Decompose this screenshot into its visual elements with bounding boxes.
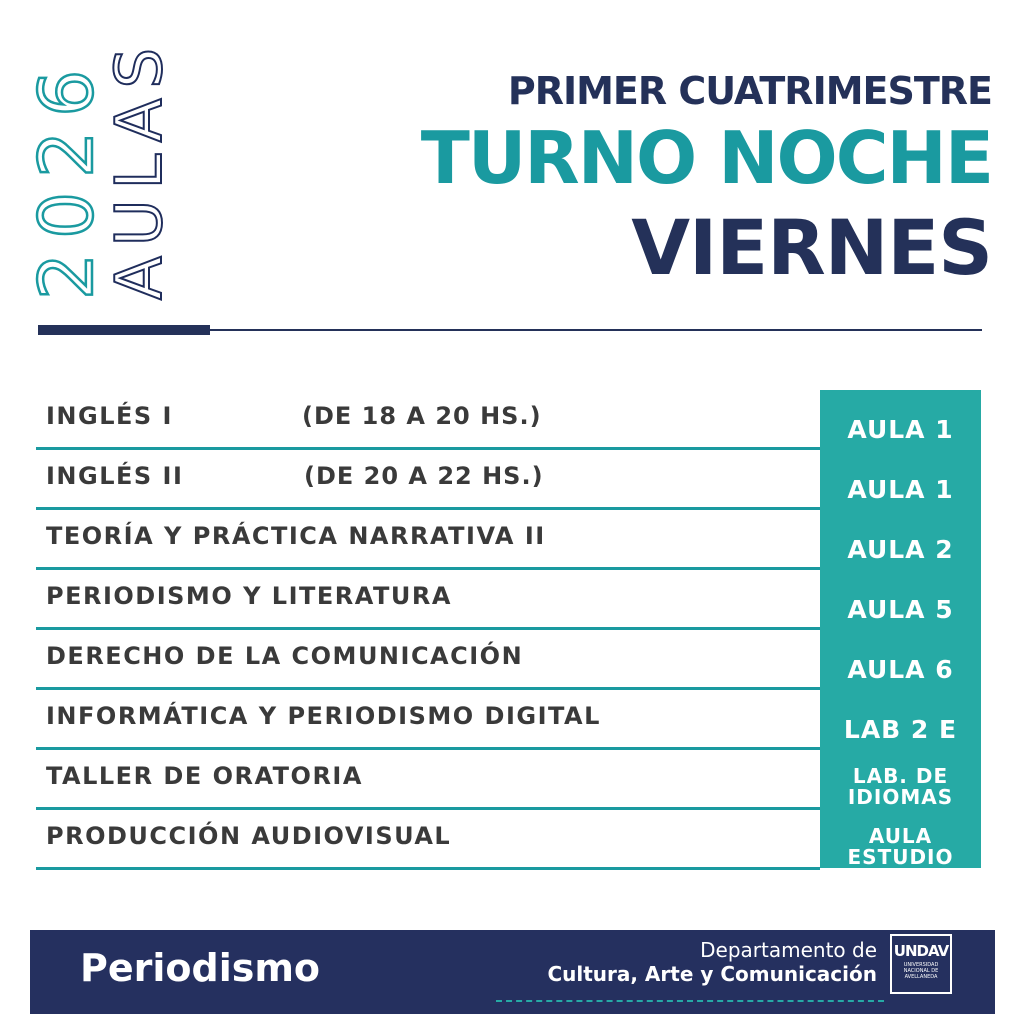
subject-label: PERIODISMO Y LITERATURA [46, 582, 452, 610]
room-cell [820, 570, 981, 630]
room-label-two-line [820, 766, 981, 808]
room-label: AULA 1 [847, 475, 954, 504]
room-cell [820, 510, 981, 570]
department-line2: Cultura, Arte y Comunicación [547, 962, 877, 986]
time-label: (DE 18 A 20 HS.) [302, 402, 542, 430]
logo-subtext: UNIVERSIDAD NACIONAL DE AVELLANEDA [903, 962, 939, 980]
career-name: Periodismo [80, 946, 321, 990]
room-cell [820, 810, 981, 870]
room-label-two-line [820, 826, 981, 868]
room-cell [820, 630, 981, 690]
header-cuatrimestre: PRIMER CUATRIMESTRE [507, 69, 992, 113]
room-label-line2: ESTUDIO [847, 845, 954, 869]
university-logo [890, 934, 952, 994]
table-row [36, 750, 820, 810]
year-vertical: 2026 [24, 55, 110, 300]
room-label: LAB 2 E [843, 715, 958, 744]
room-label: AULA 1 [847, 415, 954, 444]
subject-label: INFORMÁTICA Y PERIODISMO DIGITAL [46, 702, 601, 730]
divider-accent [38, 325, 210, 335]
room-label-line1: LAB. DE [852, 764, 949, 788]
subject-label: INGLÉS I [46, 402, 173, 430]
logo-text: UNDAV [893, 942, 949, 960]
room-cell [820, 750, 981, 810]
room-label-line1: AULA [868, 824, 933, 848]
department-line1: Departamento de [700, 938, 877, 962]
subject-label: PRODUCCIÓN AUDIOVISUAL [46, 822, 452, 850]
department-name [547, 938, 877, 986]
table-row [36, 510, 820, 570]
subject-label: TEORÍA Y PRÁCTICA NARRATIVA II [46, 522, 546, 550]
subject-label: TALLER DE ORATORIA [46, 762, 363, 790]
subject-label: INGLÉS II [46, 462, 184, 490]
table-row [36, 690, 820, 750]
header-dia: VIERNES [631, 203, 992, 292]
table-row [36, 570, 820, 630]
room-label: AULA 5 [847, 595, 954, 624]
dashed-divider [496, 1000, 884, 1002]
room-cell [820, 450, 981, 510]
footer-bar [30, 930, 995, 1014]
aulas-vertical: AULAS [103, 37, 177, 300]
room-label: AULA 6 [847, 655, 954, 684]
header-turno: TURNO NOCHE [420, 116, 992, 200]
room-label: AULA 2 [847, 535, 954, 564]
subject-list [36, 390, 820, 870]
room-column [820, 390, 981, 868]
room-label-line2: IDIOMAS [847, 785, 954, 809]
table-row [36, 810, 820, 870]
table-row [36, 450, 820, 510]
room-cell [820, 390, 981, 450]
subject-label: DERECHO DE LA COMUNICACIÓN [46, 642, 524, 670]
table-row [36, 630, 820, 690]
table-row [36, 390, 820, 450]
room-cell [820, 690, 981, 750]
time-label: (DE 20 A 22 HS.) [304, 462, 544, 490]
